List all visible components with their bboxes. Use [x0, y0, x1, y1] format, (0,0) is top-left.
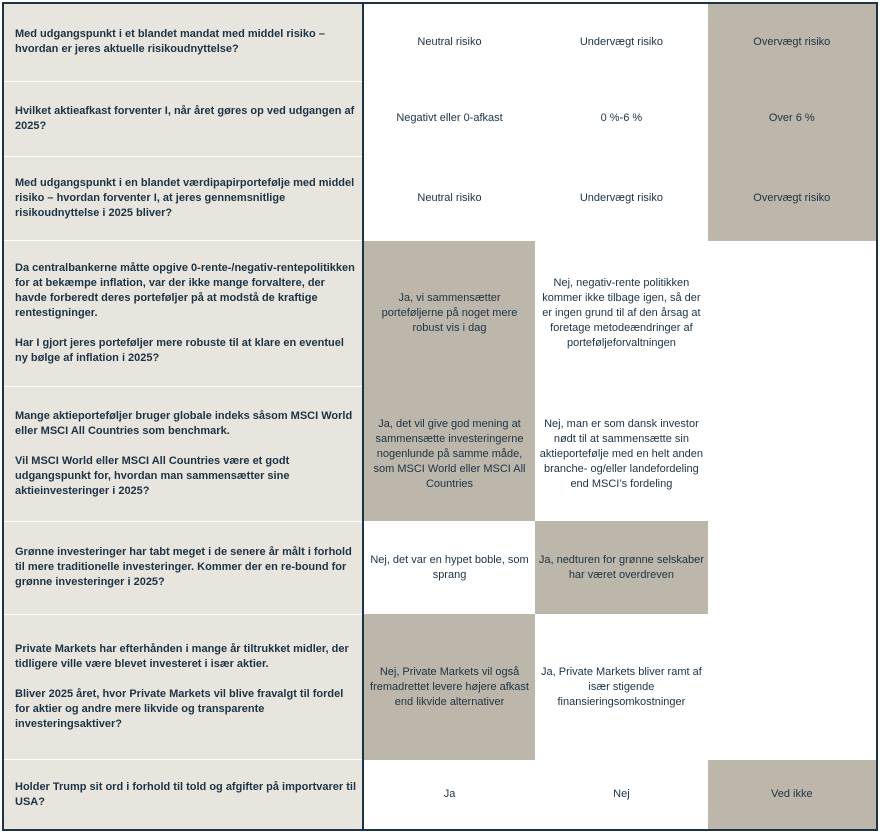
question-cell — [3, 81, 363, 156]
table-row — [3, 241, 877, 387]
table-row — [3, 387, 877, 521]
answer-cell-highlighted: Ja, nedturen for grønne selskaber har været overdreven — [535, 521, 707, 614]
question-cell — [3, 241, 363, 387]
table-row — [3, 521, 877, 614]
question-text: Da centralbankerne måtte opgive 0-rente-/negativ-rentepolitikken for at bekæmpe inflation, var der ikke mange forvaltere, der havde forberedt deres porteføljer på at modstå de kraftige rentestigninger. — [15, 262, 355, 320]
question-cell — [3, 3, 363, 81]
survey-table — [2, 2, 878, 831]
answer-cell-highlighted: Ja, vi sammensætter porteføljerne på noget mere robust vis i dag — [363, 241, 535, 387]
answer-cell: Nej, man er som dansk investor nødt til at sammensætte sin aktieportefølje med en helt anden branche- og/eller landefordeling end MSCI’s fordeling — [539, 417, 704, 490]
answer-cell: 0 %-6 % — [600, 112, 643, 125]
answer-cell-empty — [708, 614, 877, 759]
question-cell — [3, 387, 363, 521]
table-row — [3, 3, 877, 81]
question-text: Vil MSCI World eller MSCI All Countries være et godt udgangspunkt for, hvordan man sammensætter sine aktieinvesteringer i 2025? — [15, 455, 290, 498]
answer-cell: Undervægt risiko — [579, 36, 663, 49]
question-text: Mange aktieporteføljer bruger globale indeks såsom MSCI World eller MSCI All Countries som benchmark. — [15, 410, 353, 438]
answer-cell-highlighted: Ved ikke — [708, 760, 877, 830]
question-text: Private Markets har efterhånden i mange år tiltrukket midler, der tidligere ville være blevet investeret i især aktier. — [15, 643, 349, 671]
answer-cell: Nej, det var en hypet boble, som sprang — [370, 553, 529, 581]
answer-cell: Neutral risiko — [417, 191, 482, 204]
answer-cell: Ja — [443, 787, 456, 800]
answer-cell-highlighted: Over 6 % — [708, 81, 877, 156]
question-text: Holder Trump sit ord i forhold til told og afgifter på importvarer til USA? — [15, 780, 357, 808]
question-cell — [3, 760, 363, 830]
question-cell — [3, 614, 363, 759]
answer-cell: Ja, Private Markets bliver ramt af især stigende finansieringsomkostninger — [541, 665, 702, 708]
question-text: Har I gjort jeres porteføljer mere robuste til at klare en eventuel ny bølge af inflation i 2025? — [15, 337, 344, 365]
answer-cell: Undervægt risiko — [579, 191, 663, 204]
answer-cell-empty — [708, 387, 877, 521]
answer-cell-highlighted: Overvægt risiko — [708, 156, 877, 240]
table-row — [3, 760, 877, 830]
question-text: Med udgangspunkt i et blandet mandat med middel risiko – hvordan er jeres aktuelle risikoudnyttelse? — [15, 28, 325, 56]
question-cell — [3, 156, 363, 240]
question-cell — [3, 521, 363, 614]
answer-cell: Nej, negativ-rente politikken kommer ikke tilbage igen, så der er ingen grund til af den årsag at foretage metodeændringer af porteføljeforvaltningen — [542, 277, 701, 350]
answer-cell: Negativt eller 0-afkast — [396, 112, 503, 125]
question-text: Grønne investeringer har tabt meget i de senere år målt i forhold til mere traditionelle investeringer. Kommer der en re-bound for grønne investeringer i 2025? — [15, 546, 352, 589]
answer-cell-empty — [708, 241, 877, 387]
question-text: Med udgangspunkt i en blandet værdipapirportefølje med middel risiko – hvordan forventer I, at jeres gennemsnitlige risikoudnyttelse i 2025 bliver? — [15, 176, 355, 219]
answer-cell: Nej — [613, 787, 630, 800]
answer-cell: Neutral risiko — [417, 36, 482, 49]
answer-cell-highlighted: Overvægt risiko — [708, 3, 877, 81]
answer-cell-highlighted: Ja, det vil give god mening at sammensætte investeringerne nogenlunde på samme måde, som MSCI World eller MSCI All Countries — [363, 387, 535, 521]
table-row — [3, 81, 877, 156]
question-text: Bliver 2025 året, hvor Private Markets vil blive fravalgt til fordel for aktier og andre mere likvide og transparente investeringsaktiver? — [15, 688, 344, 731]
answer-cell-empty — [708, 521, 877, 614]
table-row — [3, 156, 877, 240]
answer-cell-highlighted: Nej, Private Markets vil også fremadrettet levere højere afkast end likvide alternativer — [363, 614, 535, 759]
question-text: Hvilket aktieafkast forventer I, når året gøres op ved udgangen af 2025? — [15, 104, 355, 132]
table-row — [3, 614, 877, 759]
